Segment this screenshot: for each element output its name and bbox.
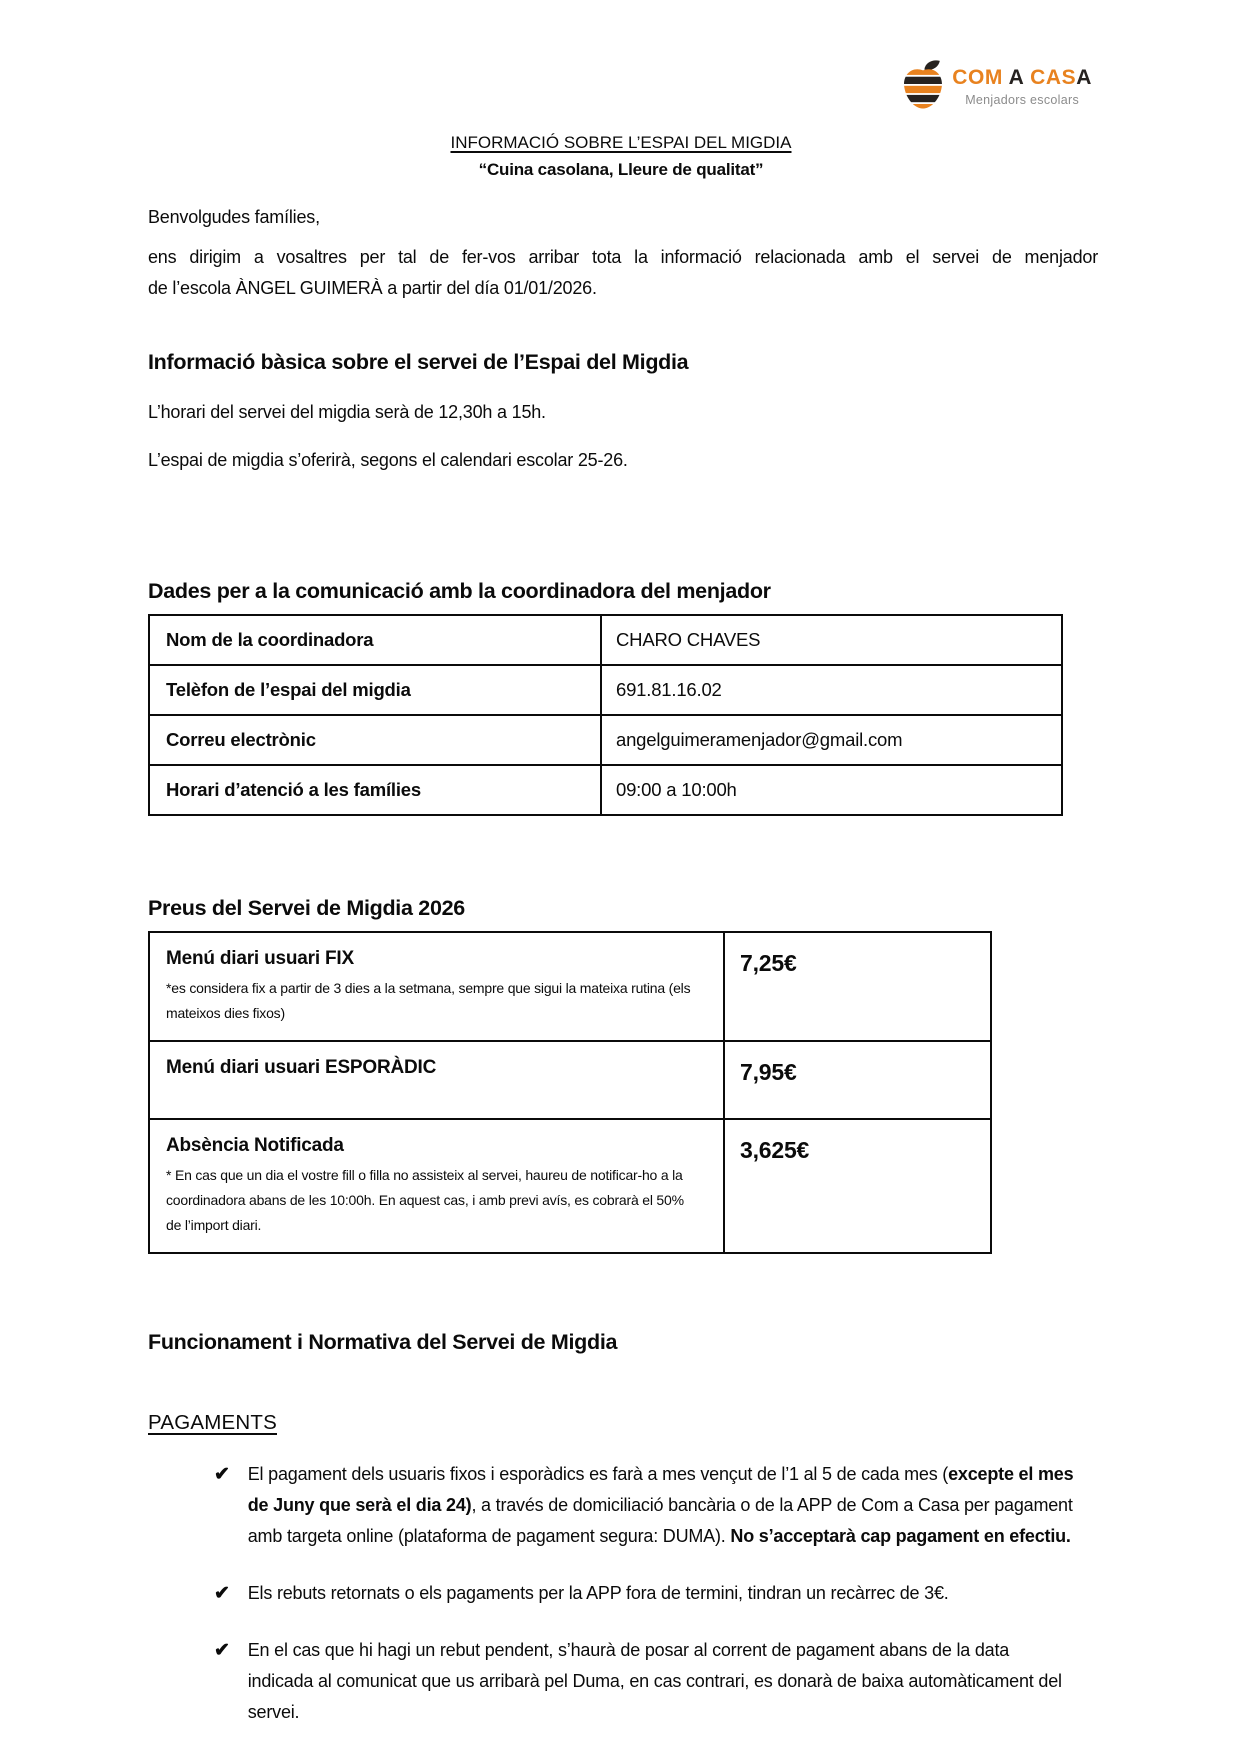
apple-logo-icon (903, 58, 943, 115)
price-row-main (149, 1119, 724, 1253)
checkmark-icon: ✔ (214, 1583, 230, 1604)
schedule-line: L’horari del servei del migdia serà de 12,30h a 15h. (148, 402, 546, 422)
price-value: 7,95€ (724, 1041, 991, 1119)
table-row (149, 1119, 991, 1253)
list-item (214, 1635, 1074, 1728)
bullet-segment: El pagament dels usuaris fixos i esporàdics es farà a mes vençut de l’1 al 5 de cada mes ( (247, 1464, 949, 1484)
greeting-text: Benvolgudes famílies, (148, 207, 320, 227)
price-item-title: Absència Notificada (166, 1135, 344, 1156)
section-heading-rules: Funcionament i Normativa del Servei de Migdia (148, 1330, 618, 1354)
paragraph-line: ens dirigim a vosaltres per tal de fer-vos arribar tota la informació relacionada amb el servei de menjador (148, 247, 1098, 267)
intro-paragraph (148, 242, 1098, 304)
checkmark-icon: ✔ (214, 1464, 230, 1485)
logo-text (952, 66, 1092, 106)
section-heading-contact: Dades per a la comunicació amb la coordinadora del menjador (148, 579, 771, 603)
bullet-segment-bold: excepte el mes de Juny que serà el dia 24) (247, 1464, 1074, 1515)
list-item (214, 1459, 1074, 1552)
price-value: 7,25€ (724, 932, 991, 1041)
bullet-segment: Els rebuts retornats o els pagaments per la APP fora de termini, tindran un recàrrec de 3€. (247, 1583, 949, 1603)
prices-table (148, 931, 992, 1254)
table-row (149, 715, 1062, 765)
bullet-segment: , a través de domiciliació bancària o de la APP de Com a Casa per pagament amb targeta online (plataforma de pagament segura: DUMA). (247, 1495, 1073, 1546)
list-item (214, 1578, 1074, 1609)
contact-table (148, 614, 1063, 816)
calendar-line: L’espai de migdia s’oferirà, segons el calendari escolar 25-26. (148, 450, 628, 470)
price-item-title: Menú diari usuari ESPORÀDIC (166, 1057, 437, 1078)
price-item-note: * En cas que un dia el vostre fill o filla no assisteix al servei, haureu de notificar-ho a la coordinadora abans de les 10:00h. En aquest cas, i amb previ avís, es cobrarà el 50% de l’import diari. (166, 1167, 684, 1233)
brand-part: CAS (1030, 66, 1077, 90)
contact-value: angelguimeramenjador@gmail.com (601, 715, 1062, 765)
section-heading-basic-info: Informació bàsica sobre el servei de l’Espai del Migdia (148, 350, 689, 374)
brand-part: A (1076, 66, 1092, 90)
price-item-title: Menú diari usuari FIX (166, 948, 354, 969)
contact-label: Horari d’atenció a les famílies (149, 765, 601, 815)
table-row (149, 665, 1062, 715)
table-row (149, 932, 991, 1041)
contact-label: Nom de la coordinadora (149, 615, 601, 665)
table-row (149, 1041, 991, 1119)
section-heading-prices: Preus del Servei de Migdia 2026 (148, 896, 465, 920)
paragraph-line: de l’escola ÀNGEL GUIMERÀ a partir del día 01/01/2026. (148, 278, 597, 298)
bullet-text (248, 1459, 1074, 1552)
document-header (148, 133, 1094, 180)
price-value: 3,625€ (724, 1119, 991, 1253)
price-row-main (149, 1041, 724, 1119)
contact-value: 09:00 a 10:00h (601, 765, 1062, 815)
contact-value: 691.81.16.02 (601, 665, 1062, 715)
bullet-segment-bold: No s’acceptarà cap pagament en efectiu. (730, 1526, 1071, 1546)
brand-name (952, 66, 1092, 89)
logo-tagline: Menjadors escolars (965, 92, 1079, 107)
page-title: INFORMACIÓ SOBRE L’ESPAI DEL MIGDIA (450, 133, 792, 152)
contact-label: Telèfon de l’espai del migdia (149, 665, 601, 715)
payments-subheading: PAGAMENTS (148, 1411, 277, 1434)
brand-part: A (1003, 66, 1031, 90)
com-a-casa-logo (903, 58, 1092, 115)
contact-value: CHARO CHAVES (601, 615, 1062, 665)
bullet-segment: En el cas que hi hagi un rebut pendent, s’haurà de posar al corrent de pagament abans de la data indicada al comunicat que us arribarà pel Duma, en cas contrari, es donarà de baixa automàticament del servei. (247, 1640, 1062, 1722)
price-item-note: *es considera fix a partir de 3 dies a la setmana, sempre que sigui la mateixa rutina (els mateixos dies fixos) (166, 980, 691, 1021)
contact-label: Correu electrònic (149, 715, 601, 765)
payments-bullet-list (148, 1459, 1094, 1728)
table-row (149, 615, 1062, 665)
price-row-main (149, 932, 724, 1041)
brand-part: COM (952, 66, 1004, 90)
bullet-text (248, 1635, 1074, 1728)
page-subtitle: “Cuina casolana, Lleure de qualitat” (478, 160, 764, 179)
checkmark-icon: ✔ (214, 1640, 230, 1661)
bullet-text (248, 1578, 949, 1609)
table-row (149, 765, 1062, 815)
